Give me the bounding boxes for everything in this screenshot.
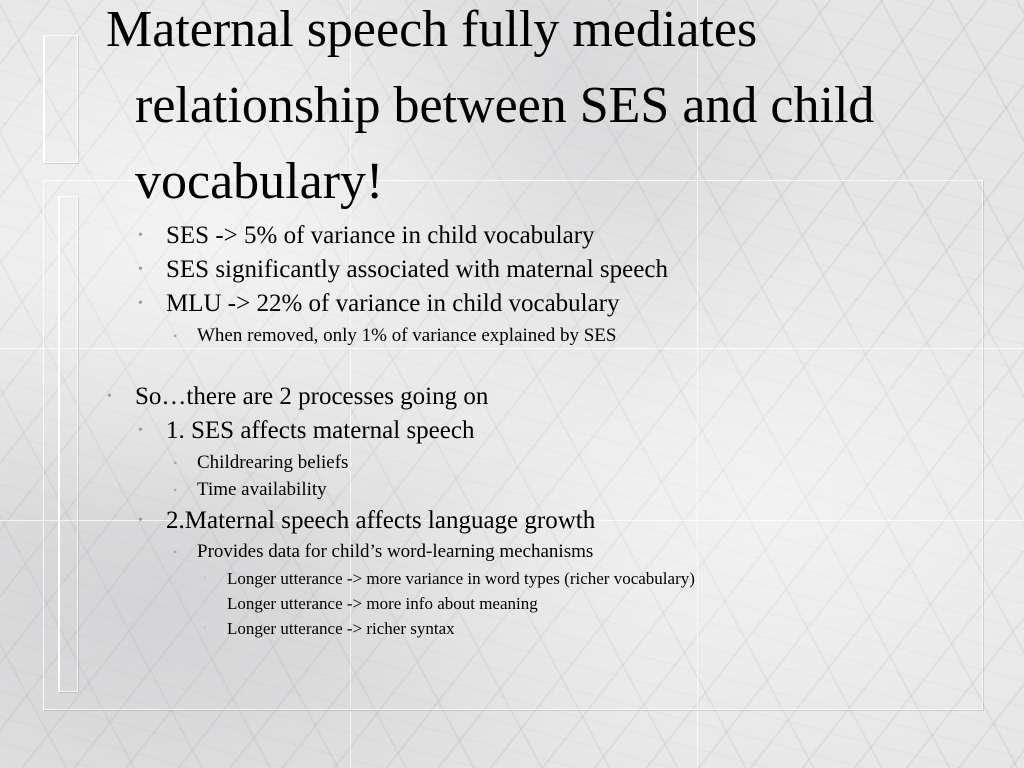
bullet-icon: • — [203, 572, 207, 584]
sub-bullet-item — [173, 541, 594, 563]
bullet-text: Childrearing beliefs — [197, 452, 349, 473]
bullet-item — [107, 383, 489, 411]
bullet-item — [138, 417, 475, 445]
bullet-icon: • — [173, 456, 178, 470]
bullet-icon: • — [138, 296, 143, 311]
bullet-icon: • — [138, 513, 143, 528]
bullet-item — [138, 222, 595, 250]
bullet-icon: • — [173, 545, 178, 559]
sub-bullet-item — [173, 479, 327, 501]
bullet-icon: • — [203, 622, 207, 634]
sub-bullet-item — [173, 325, 617, 347]
bullet-text: Longer utterance -> more variance in word types (richer vocabulary) — [227, 569, 695, 588]
bullet-icon: • — [203, 597, 207, 609]
bullet-text: Time availability — [197, 479, 327, 500]
bullet-icon: • — [138, 228, 143, 243]
sub-bullet-item — [173, 452, 349, 474]
bullet-item — [138, 507, 596, 535]
bullet-text: So…there are 2 processes going on — [135, 383, 489, 410]
bullet-icon: • — [138, 423, 143, 438]
decorative-bar-side — [58, 196, 78, 692]
bullet-icon: • — [107, 389, 112, 404]
bullet-icon: • — [173, 329, 178, 343]
bullet-text: Longer utterance -> more info about meaning — [227, 594, 538, 613]
bullet-text: Provides data for child’s word-learning mechanisms — [197, 541, 594, 562]
bullet-item — [138, 256, 668, 284]
bullet-icon: • — [173, 483, 178, 497]
bullet-item — [138, 290, 620, 318]
bullet-text: 1. SES affects maternal speech — [166, 417, 475, 444]
bullet-text: MLU -> 22% of variance in child vocabulary — [166, 290, 620, 317]
decorative-bar-top — [43, 35, 78, 163]
bullet-icon: • — [138, 262, 143, 277]
sub-sub-bullet-item — [203, 594, 538, 614]
decorative-rule — [0, 348, 1024, 349]
bullet-text: Longer utterance -> richer syntax — [227, 619, 455, 638]
bullet-text: SES significantly associated with maternal speech — [166, 256, 668, 283]
slide-title: Maternal speech fully mediates relationship between SES and child vocabulary! — [106, 1, 875, 210]
sub-sub-bullet-item — [203, 619, 455, 639]
sub-sub-bullet-item — [203, 569, 695, 589]
bullet-text: 2.Maternal speech affects language growth — [166, 507, 596, 534]
bullet-text: SES -> 5% of variance in child vocabulary — [166, 222, 595, 249]
bullet-text: When removed, only 1% of variance explained by SES — [197, 325, 617, 346]
